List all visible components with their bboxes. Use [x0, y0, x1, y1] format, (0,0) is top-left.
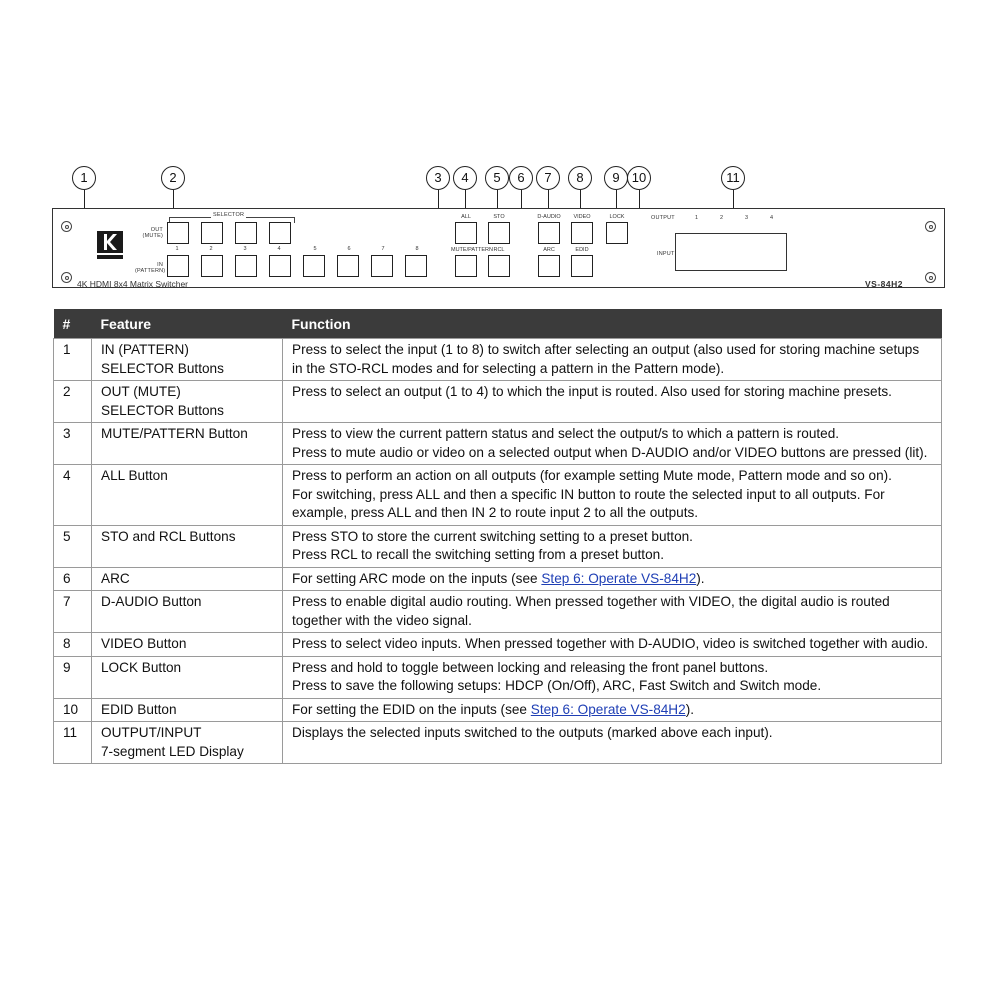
mute-pattern-label: MUTE/PATTERN — [451, 247, 493, 253]
front-panel-illustration — [52, 166, 945, 300]
table-row — [54, 465, 942, 526]
callout-8: 8 — [568, 166, 592, 190]
table-row — [54, 656, 942, 698]
kramer-logo-icon — [97, 231, 123, 261]
function-text: Press to mute audio or video on a selected output when D-AUDIO and/or VIDEO buttons are pressed (lit). — [292, 444, 928, 460]
input-number: 3 — [243, 246, 247, 252]
mute-pattern-button[interactable] — [455, 255, 477, 277]
out-selector-button-4[interactable] — [269, 222, 291, 244]
table-row — [54, 567, 942, 591]
lock-button[interactable] — [606, 222, 628, 244]
d-audio-button[interactable] — [538, 222, 560, 244]
feature-cell — [92, 656, 283, 698]
callout-5: 5 — [485, 166, 509, 190]
in-pattern-label: IN (PATTERN) — [135, 262, 166, 274]
feature-text: 7-segment LED Display — [101, 743, 244, 759]
input-number: 6 — [347, 246, 351, 252]
input-number: 1 — [175, 246, 179, 252]
feature-cell — [92, 465, 283, 526]
feature-text: ALL Button — [101, 468, 168, 483]
function-cell — [283, 567, 942, 591]
all-label: ALL — [461, 214, 471, 220]
function-text: Press to select an output (1 to 4) to which the input is routed. Also used for storing machine presets. — [292, 384, 892, 399]
feature-cell — [92, 698, 283, 722]
column-header-function: Function — [283, 309, 942, 339]
function-cell — [283, 633, 942, 657]
input-number: 4 — [277, 246, 281, 252]
row-number: 11 — [54, 722, 92, 764]
row-number: 2 — [54, 381, 92, 423]
function-text: Press to save the following setups: HDCP (On/Off), ARC, Fast Switch and Switch mode. — [292, 678, 822, 693]
callout-7: 7 — [536, 166, 560, 190]
rcl-button[interactable] — [488, 255, 510, 277]
row-number: 10 — [54, 698, 92, 722]
function-cell — [283, 722, 942, 764]
in-selector-button-5[interactable] — [303, 255, 325, 277]
feature-cell — [92, 381, 283, 423]
row-number: 6 — [54, 567, 92, 591]
input-number: 8 — [415, 246, 419, 252]
callout-10: 10 — [627, 166, 651, 190]
out-selector-button-3[interactable] — [235, 222, 257, 244]
feature-text: ARC — [101, 570, 130, 586]
function-text: Displays the selected inputs switched to the outputs (marked above each input). — [292, 725, 773, 740]
input-number: 7 — [381, 246, 385, 252]
rcl-label: RCL — [493, 247, 505, 253]
callout-9: 9 — [604, 166, 628, 190]
function-cell — [283, 465, 942, 526]
output-label: OUTPUT — [651, 215, 675, 221]
edid-button[interactable] — [571, 255, 593, 277]
in-selector-button-4[interactable] — [269, 255, 291, 277]
row-number: 1 — [54, 339, 92, 381]
callout-3: 3 — [426, 166, 450, 190]
feature-table — [53, 309, 942, 764]
feature-cell — [92, 722, 283, 764]
sto-label: STO — [493, 214, 505, 220]
callout-4: 4 — [453, 166, 477, 190]
feature-text: OUT (MUTE) — [101, 384, 181, 399]
output-number: 1 — [695, 215, 699, 221]
all-button[interactable] — [455, 222, 477, 244]
in-selector-button-1[interactable] — [167, 255, 189, 277]
chassis — [52, 208, 945, 288]
in-selector-button-7[interactable] — [371, 255, 393, 277]
function-text: Press to view the current pattern status and select the output/s to which a pattern is routed. — [292, 426, 840, 441]
function-text: Press to select the input (1 to 8) to switch after selecting an output (also used for storing machine setups in the STO-RCL modes and for selecting a pattern in the Pattern mode). — [292, 342, 920, 376]
panel-description: 4K HDMI 8x4 Matrix Switcher — [77, 279, 188, 289]
arc-label: ARC — [543, 247, 555, 253]
table-row — [54, 633, 942, 657]
function-cell — [283, 698, 942, 722]
table-row — [54, 339, 942, 381]
edid-label: EDID — [575, 247, 589, 253]
callout-6: 6 — [509, 166, 533, 190]
screw-icon — [61, 272, 72, 283]
video-button[interactable] — [571, 222, 593, 244]
output-number: 4 — [770, 215, 774, 221]
feature-text: MUTE/PATTERN Button — [101, 426, 248, 441]
feature-text: IN (PATTERN) — [101, 342, 189, 357]
feature-cell — [92, 633, 283, 657]
video-label: VIDEO — [573, 214, 591, 220]
feature-cell — [92, 591, 283, 633]
in-selector-button-2[interactable] — [201, 255, 223, 277]
screw-icon — [61, 221, 72, 232]
input-number: 5 — [313, 246, 317, 252]
panel-model-name: VS-84H2 — [865, 279, 903, 289]
row-number: 3 — [54, 423, 92, 465]
function-text: ). — [696, 570, 705, 586]
out-mute-label: OUT (MUTE) — [142, 227, 163, 239]
function-text: ). — [685, 701, 695, 717]
feature-text: SELECTOR Buttons — [101, 360, 224, 376]
function-text: For setting ARC mode on the inputs (see — [292, 570, 542, 586]
table-row — [54, 525, 942, 567]
function-text: Press to perform an action on all outputs (for example setting Mute mode, Pattern mode and so on). — [292, 468, 892, 483]
row-number: 8 — [54, 633, 92, 657]
arc-button[interactable] — [538, 255, 560, 277]
in-selector-button-8[interactable] — [405, 255, 427, 277]
callout-11: 11 — [721, 166, 745, 190]
function-cell — [283, 381, 942, 423]
function-text: Press RCL to recall the switching setting from a preset button. — [292, 547, 664, 562]
out-selector-button-2[interactable] — [201, 222, 223, 244]
column-header-feature: Feature — [92, 309, 283, 339]
in-selector-button-3[interactable] — [235, 255, 257, 277]
feature-text: LOCK Button — [101, 659, 182, 675]
step-6-link[interactable]: Step 6: Operate VS-84H2 — [541, 570, 697, 586]
table-row — [54, 423, 942, 465]
table-row — [54, 722, 942, 764]
feature-cell — [92, 525, 283, 567]
input-label: INPUT — [657, 251, 675, 257]
table-row — [54, 698, 942, 722]
led-display — [675, 233, 787, 271]
table-header-row — [54, 309, 942, 339]
output-number: 3 — [745, 215, 749, 221]
function-cell — [283, 591, 942, 633]
feature-text: STO and RCL Buttons — [101, 528, 236, 544]
table-row — [54, 381, 942, 423]
feature-cell — [92, 423, 283, 465]
feature-text: OUTPUT/INPUT — [101, 725, 202, 740]
row-number: 4 — [54, 465, 92, 526]
function-cell — [283, 656, 942, 698]
function-text: Press to select video inputs. When pressed together with D-AUDIO, video is switched together with audio. — [292, 636, 929, 651]
callout-1: 1 — [72, 166, 96, 190]
screw-icon — [925, 221, 936, 232]
table-row — [54, 591, 942, 633]
screw-icon — [925, 272, 936, 283]
function-text: For switching, press ALL and then a specific IN button to route the selected input to all outputs. For example, press ALL and then IN 2 to route input 2 to all the outputs. — [292, 486, 885, 520]
lock-label: LOCK — [609, 214, 625, 220]
feature-cell — [92, 339, 283, 381]
function-cell — [283, 525, 942, 567]
row-number: 5 — [54, 525, 92, 567]
column-header-number: # — [54, 309, 92, 339]
row-number: 9 — [54, 656, 92, 698]
out-selector-button-1[interactable] — [167, 222, 189, 244]
selector-label: SELECTOR — [213, 212, 245, 218]
function-cell — [283, 339, 942, 381]
function-text: Press and hold to toggle between locking and releasing the front panel buttons. — [292, 659, 769, 675]
callout-2: 2 — [161, 166, 185, 190]
function-cell — [283, 423, 942, 465]
function-text: Press STO to store the current switching setting to a preset button. — [292, 528, 693, 544]
function-text: Press to enable digital audio routing. When pressed together with VIDEO, the digital audio is routed together with the video signal. — [292, 594, 890, 628]
sto-button[interactable] — [488, 222, 510, 244]
step-6-link[interactable]: Step 6: Operate VS-84H2 — [530, 701, 686, 717]
function-text: For setting the EDID on the inputs (see — [292, 701, 531, 717]
feature-text: D-AUDIO Button — [101, 594, 202, 609]
input-number: 2 — [209, 246, 213, 252]
d-audio-label: D-AUDIO — [537, 214, 561, 220]
feature-text: SELECTOR Buttons — [101, 402, 224, 418]
row-number: 7 — [54, 591, 92, 633]
feature-text: EDID Button — [101, 701, 177, 717]
output-number: 2 — [720, 215, 724, 221]
feature-text: VIDEO Button — [101, 636, 187, 651]
feature-cell — [92, 567, 283, 591]
in-selector-button-6[interactable] — [337, 255, 359, 277]
